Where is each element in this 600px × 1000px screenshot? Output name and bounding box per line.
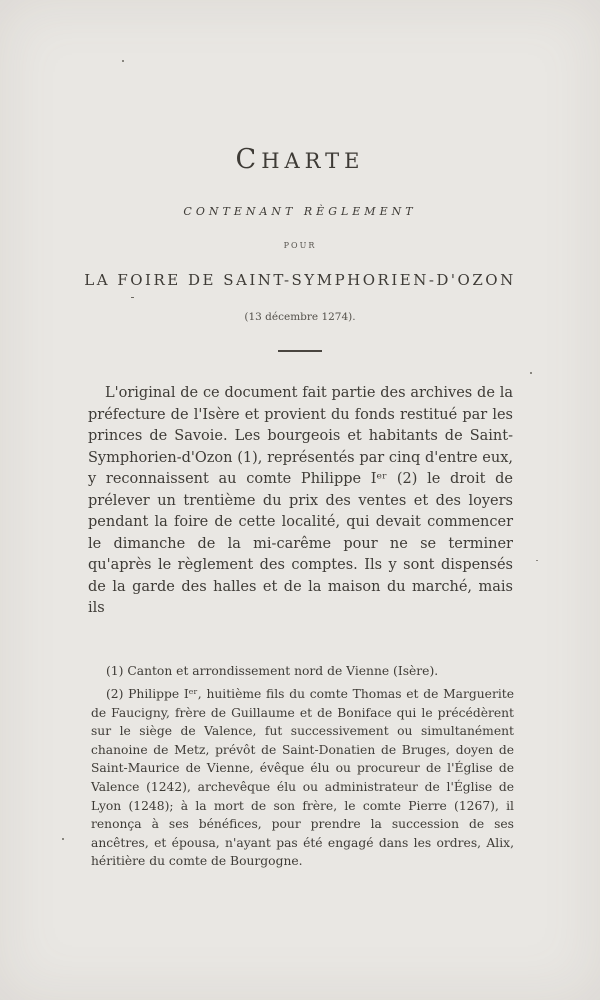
date-line: (13 décembre 1274).	[244, 311, 356, 323]
section-divider	[278, 350, 322, 352]
footnotes-section	[91, 662, 514, 872]
scan-speck	[530, 372, 532, 374]
body-paragraph: L'original de ce document fait partie des archives de la préfecture de l'Isère et provient du fonds restitué par les princes de Savoie. Les bourgeois et habitants de Saint-Symphorien-d'Ozon (1), représentés par cinq d'entre eux, y reconnaissent au comte Philippe Iᵉʳ (2) le droit de prélever un trentième du prix des ventes et des loyers pendant la foire de cette localité, qui devait commencer le dimanche de la mi-carême pour ne se terminer qu'après le règlement des comptes. Ils y sont dispensés de la garde des halles et de la maison du marché, mais ils	[88, 385, 513, 616]
pour-label: POUR	[283, 241, 317, 250]
scan-speck	[62, 838, 64, 840]
footnote-2: (2) Philippe Iᵉʳ, huitième fils du comte Thomas et de Marguerite de Faucigny, frère de Guillaume et de Boniface qui le précédèrent sur le siège de Valence, fut successivement ou simultanément chanoine de Metz, prévôt de Saint-Donatien de Bruges, doyen de Saint-Maurice de Vienne, évêque élu ou procureur de l'Église de Valence (1242), archevêque élu ou administrateur de l'Église de Lyon (1248); à la mort de son frère, le comte Pierre (1267), il renonça à ses bénéfices, pour prendre la succession de ses ancêtres, et épousa, n'ayant pas été engagé dans les ordres, Alix, héritière du comte de Bourgogne.	[91, 687, 514, 869]
page-header	[0, 144, 600, 352]
scan-speck	[131, 297, 134, 298]
fair-title: LA FOIRE DE SAINT-SYMPHORIEN-D'OZON	[84, 271, 516, 289]
scan-speck	[122, 60, 124, 62]
page-title: CHARTE	[235, 144, 365, 175]
footnote-1: (1) Canton et arrondissement nord de Vienne (Isère).	[106, 663, 439, 678]
subtitle: CONTENANT RÈGLEMENT	[183, 205, 417, 218]
scan-speck	[536, 560, 538, 561]
